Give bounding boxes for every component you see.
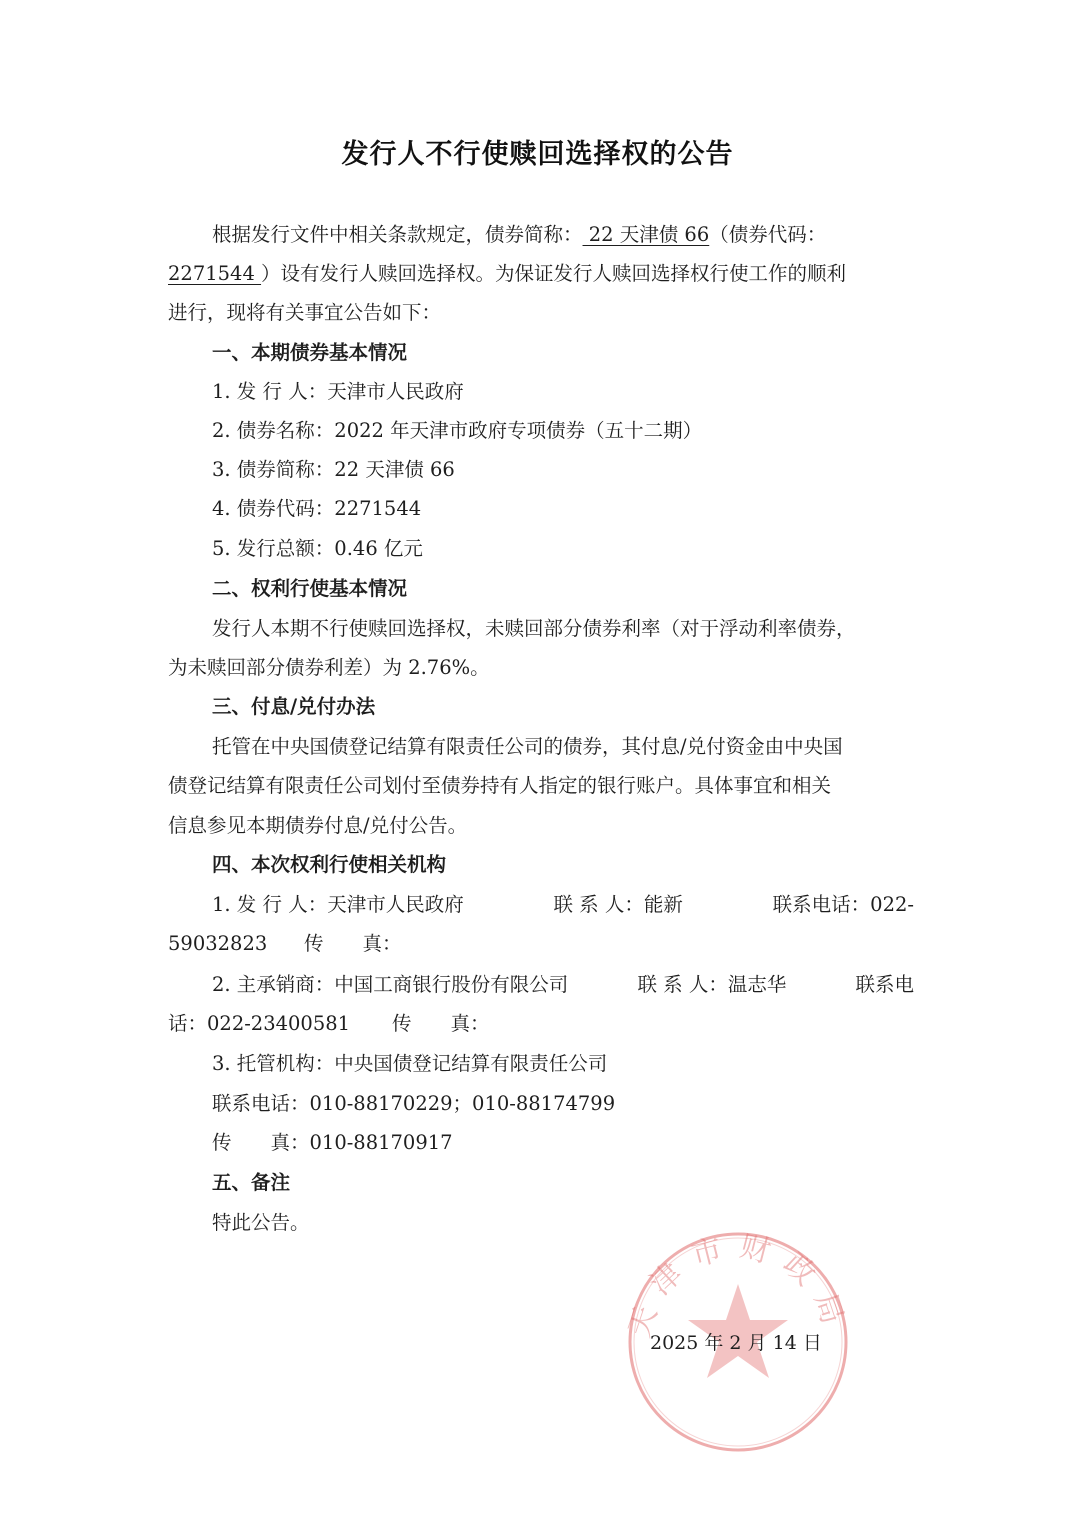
intro-line-2 [168, 261, 846, 287]
issuer-contact-line [212, 892, 914, 918]
section-1-heading: 一、本期债券基本情况 [212, 341, 408, 364]
underwriter-name: 2. 主承销商：中国工商银行股份有限公司 [212, 973, 569, 996]
custodian-fax: 传 真：010-88170917 [212, 1131, 453, 1154]
issuer-name: 1. 发 行 人：天津市人民政府 [212, 893, 464, 916]
underwriter-fax: 传 真： [392, 1012, 490, 1035]
section-3-line-2: 债登记结算有限责任公司划付至债券持有人指定的银行账户。具体事宜和相关 [168, 774, 832, 797]
intro-line-1 [212, 222, 826, 248]
seal-text: 天津市财政局 [621, 1228, 855, 1342]
issuer-fax: 传 真： [304, 932, 402, 955]
section-5-heading: 五、备注 [212, 1171, 291, 1194]
section-3-line-1: 托管在中央国债登记结算有限责任公司的债券，其付息/兑付资金由中央国 [212, 735, 843, 758]
underwriter-phone-cont: 话：022-23400581 [168, 1012, 351, 1035]
custodian-line: 3. 托管机构：中央国债登记结算有限责任公司 [212, 1052, 608, 1075]
intro-prefix: 根据发行文件中相关条款规定，债券简称： [212, 223, 583, 246]
closing-text: 特此公告。 [212, 1211, 310, 1234]
underwriter-contact-person: 联 系 人：温志华 [637, 973, 787, 996]
section-2-heading: 二、权利行使基本情况 [212, 577, 408, 600]
intro-suffix: （债券代码： [709, 223, 827, 246]
section-3-heading: 三、付息/兑付办法 [212, 695, 376, 718]
issuer-contact-person: 联 系 人：能新 [553, 893, 683, 916]
issuer-phone-label: 联系电话：022- [772, 893, 914, 916]
document-title: 发行人不行使赎回选择权的公告 [341, 139, 734, 170]
announcement-date: 2025 年 2 月 14 日 [650, 1332, 822, 1354]
custodian-phone: 联系电话：010-88170229；010-88174799 [212, 1092, 616, 1115]
section-1-item: 3. 债券简称：22 天津债 66 [212, 458, 455, 481]
intro-line-3: 进行，现将有关事宜公告如下： [168, 301, 442, 324]
issuer-phone-cont: 59032823 [168, 932, 268, 955]
section-3-line-3: 信息参见本期债券付息/兑付公告。 [168, 814, 468, 837]
section-2-line-1: 发行人本期不行使赎回选择权，未赎回部分债券利率（对于浮动利率债券， [212, 617, 856, 640]
section-1-item: 5. 发行总额：0.46 亿元 [212, 537, 423, 560]
intro-line-2-rest: ）设有发行人赎回选择权。为保证发行人赎回选择权行使工作的顺利 [261, 262, 847, 285]
bond-short-name: 22 天津债 66 [582, 223, 710, 246]
section-1-item: 4. 债券代码：2271544 [212, 497, 422, 520]
underwriter-contact-line [212, 972, 914, 998]
section-2-line-2: 为未赎回部分债券利差）为 2.76%。 [168, 656, 490, 679]
section-1-item: 2. 债券名称：2022 年天津市政府专项债券（五十二期） [212, 419, 703, 442]
bond-code: 2271544 [168, 262, 262, 285]
section-1-item: 1. 发 行 人：天津市人民政府 [212, 380, 464, 403]
underwriter-phone-label: 联系电 [855, 973, 914, 996]
section-4-heading: 四、本次权利行使相关机构 [212, 853, 447, 876]
